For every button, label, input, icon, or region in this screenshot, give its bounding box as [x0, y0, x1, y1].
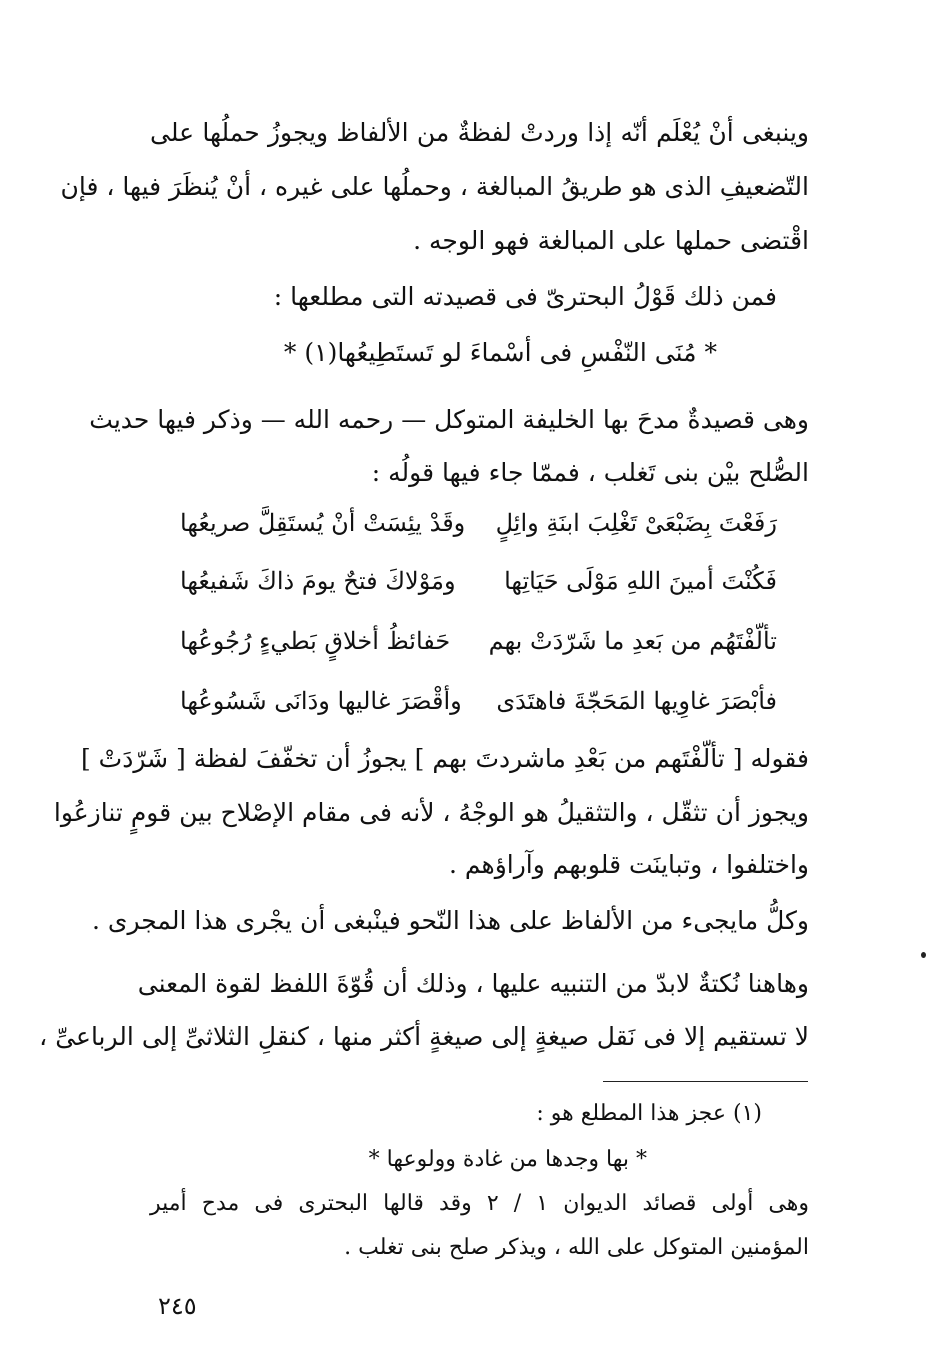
text-line: وكلُّ مايجىء من الألفاظ على هذا النّحو فينْبغى أن يجْرى هذا المجرى .	[92, 906, 809, 935]
text-line: فمن ذلك قَوْلُ البحترىّ فى قصيدته التى مطلعها :	[273, 282, 777, 311]
verse-first-hemistich: فَكُنْتَ أمينَ اللهِ مَوْلَى حَيَاتِها	[504, 567, 777, 595]
text-line: التّضعيفِ الذى هو طريقُ المبالغة ، وحملُها على غيره ، أنْ يُنظَرَ فيها ، فإن	[60, 172, 809, 201]
text-line: اقْتضى حملها على المبالغة فهو الوجه .	[413, 226, 809, 255]
verse-second-hemistich: ومَوْلاكَ فتحٌ يومَ ذاكَ شَفيعُها	[180, 567, 456, 595]
footnote-separator	[603, 1081, 808, 1082]
footnote-line: المؤمنين المتوكل على الله ، ويذكر صلح بنى تغلب .	[344, 1235, 809, 1260]
page-number: ٢٤٥	[158, 1292, 197, 1320]
text-line: الصُّلح بيْن بنى تَغلب ، فممّا جاء فيها قولُه :	[371, 458, 809, 487]
footnote-line: * بها وجدها من غادة وولوعها *	[368, 1147, 647, 1172]
verse-first-hemistich: فأبْصَرَ غاوِيها المَحَجّةَ فاهتَدَى	[496, 687, 777, 715]
text-line: لا تستقيم إلا فى نَقل صيغةٍ إلى صيغةٍ أكثر منها ، كنقلِ الثلاثىِّ إلى الرباعىِّ ،	[39, 1022, 809, 1051]
text-line: وينبغى أنْ يُعْلَم أنّه إذا وردتْ لفظةٌ من الألفاظ ويجوزُ حملُها على	[150, 118, 809, 147]
text-line: ويجوز أن تثقّل ، والتثقيلُ هو الوجْهُ ، لأنه فى مقام الإصْلاح بين قومٍ تنازعُوا	[53, 798, 809, 827]
verse-first-hemistich: رَفَعْتَ بِضَبْعَىْ تَغْلِبَ ابنَةِ وائِلٍ	[495, 509, 777, 537]
verse-second-hemistich: حَفائظُ أخلاقٍ بَطيءٍ رُجُوعُها	[180, 627, 451, 655]
text-line: فقوله [ تألّفْتَهم من بَعْدِ ماشردتَ بهم ] يجوزُ أن تخفّفَ لفظة [ شَرّدَتْ ]	[80, 744, 809, 773]
text-line: وهاهنا نُكتةٌ لابدّ من التنبيه عليها ، وذلك أن قُوّةَ اللفظ لقوة المعنى	[137, 969, 809, 998]
hemistich-quote: * مُنَى النّفْسِ فى أسْماءَ لو تَستَطِيعُها(١) *	[283, 338, 717, 367]
text-line: وهى قصيدةٌ مدحَ بها الخليفة المتوكل — رحمه الله — وذكر فيها حديث	[89, 405, 809, 434]
text-line: واختلفوا ، وتباينَت قلوبهم وآراؤهم .	[449, 850, 809, 879]
verse-first-hemistich: تألّفْتَهُم من بَعدِ ما شَرّدَتْ بهم	[488, 627, 777, 655]
footnote-line: وهى أولى قصائد الديوان ١ / ٢ وقد قالها البحترى فى مدح أمير	[150, 1191, 809, 1216]
footnote-line: (١) عجز هذا المطلع هو :	[536, 1101, 762, 1126]
verse-second-hemistich: وقَدْ يئِسَتْ أنْ يُستَقِلَّ صريعُها	[180, 509, 466, 537]
verse-second-hemistich: وأقْصَرَ غاليها ودَانَى شَسُوعُها	[180, 687, 462, 715]
margin-mark	[921, 952, 926, 958]
